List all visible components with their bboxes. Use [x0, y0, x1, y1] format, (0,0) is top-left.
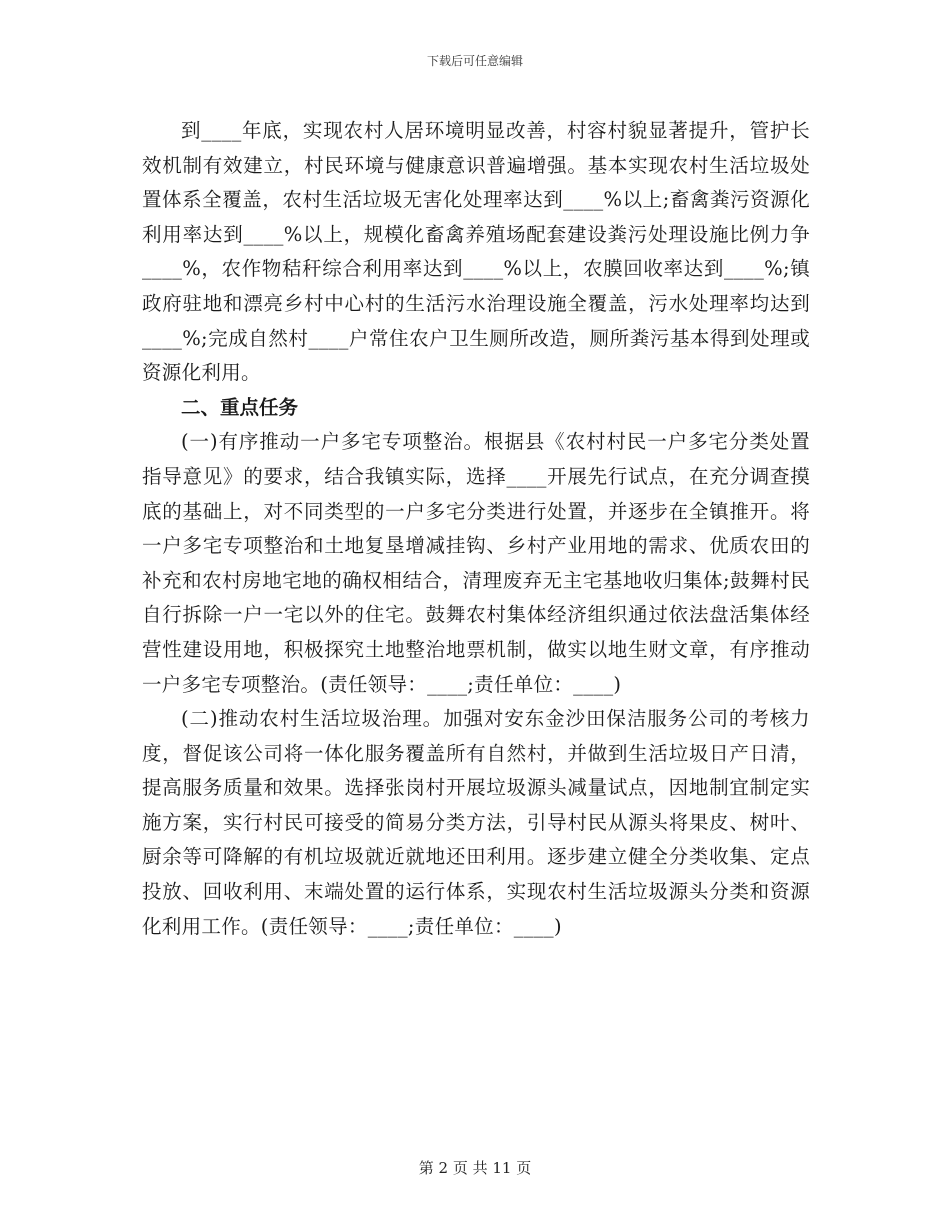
page-number-footer: 第 2 页 共 11 页 — [418, 1159, 532, 1177]
section-heading-key-tasks: 二、重点任务 — [181, 395, 299, 419]
paragraph-task-2: (二)推动农村生活垃圾治理。加强对安东金沙田保洁服务公司的考核力度，督促该公司将一体化服务覆盖所有自然村，并做到生活垃圾日产日清，提高服务质量和效果。选择张岗村开展垃圾源头减量试点，因地制宜制定实施方案，实行村民可接受的简易分类方法，引导村民从源头将果皮、树叶、厨余等可降解的有机垃圾就近就地还田利用。逐步建立健全分类收集、定点投放、回收利用、末端处置的运行体系，实现农村生活垃圾源头分类和资源化利用工作。(责任领导：____;责任单位：____) — [142, 707, 810, 938]
paragraph-goals: 到____年底，实现农村人居环境明显改善，村容村貌显著提升，管护长效机制有效建立，村民环境与健康意识普遍增强。基本实现农村生活垃圾处置体系全覆盖，农村生活垃圾无害化处理率达到____%以上;畜禽粪污资源化利用率达到____%以上，规模化畜禽养殖场配套建设粪污处理设施比例力争____%，农作物秸秆综合利用率达到____%以上，农膜回收率达到____%;镇政府驻地和漂亮乡村中心村的生活污水治理设施全覆盖，污水处理率均达到____%;完成自然村____户常住农户卫生厕所改造，厕所粪污基本得到处理或资源化利用。 — [142, 119, 810, 385]
paragraph-task-1: (一)有序推动一户多宅专项整治。根据县《农村村民一户多宅分类处置指导意见》的要求，结合我镇实际，选择____开展先行试点，在充分调查摸底的基础上，对不同类型的一户多宅分类进行处置，并逐步在全镇推开。将一户多宅专项整治和土地复垦增减挂钩、乡村产业用地的需求、优质农田的补充和农村房地宅地的确权相结合，清理废弃无主宅基地收归集体;鼓舞村民自行拆除一户一宅以外的住宅。鼓舞农村集体经济组织通过依法盘活集体经营性建设用地，积极探究土地整治地票机制，做实以地生财文章，有序推动一户多宅专项整治。(责任领导：____;责任单位：____) — [142, 430, 810, 696]
page-header-note: 下载后可任意编辑 — [426, 54, 523, 68]
document-body — [142, 114, 810, 944]
